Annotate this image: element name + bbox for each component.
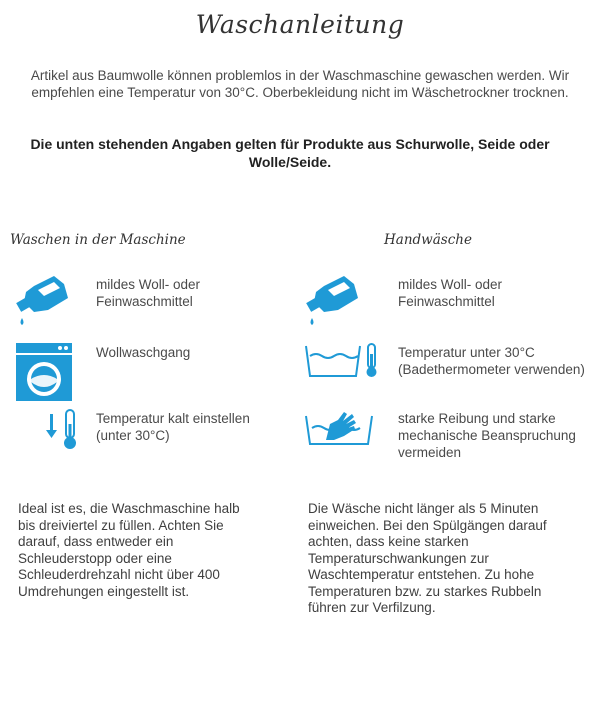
hand-item-detergent: mildes Woll- oder Feinwaschmittel bbox=[398, 277, 503, 309]
machine-item-program: Wollwaschgang bbox=[96, 345, 191, 360]
basin-thermometer-icon bbox=[304, 342, 380, 378]
hand-item-temperature: Temperatur unter 30°C (Badethermometer verwenden) bbox=[398, 345, 585, 377]
machine-wash-heading: Waschen in der Maschine bbox=[10, 232, 186, 248]
machine-item-temperature: Temperatur kalt einstellen (unter 30°C) bbox=[96, 411, 250, 443]
page-title: Waschanleitung bbox=[195, 10, 405, 39]
hand-wash-paragraph: Die Wäsche nicht länger als 5 Minuten einweichen. Bei den Spülgängen darauf achten, dass keine starken Temperaturschwankungen zur Waschtemperatur entstehen. Zu hohe Temperaturen bzw. zu starkes Rubbeln führen zur Verfilzung. bbox=[308, 501, 547, 615]
hand-wash-icon bbox=[304, 410, 374, 446]
machine-item-detergent: mildes Woll- oder Feinwaschmittel bbox=[96, 277, 201, 309]
washing-machine-icon bbox=[16, 343, 72, 401]
material-notice: Die unten stehenden Angaben gelten für Produkte aus Schurwolle, Seide oder Wolle/Seide. bbox=[30, 136, 550, 170]
machine-wash-paragraph: Ideal ist es, die Waschmaschine halb bis dreiviertel zu füllen. Achten Sie darauf, dass entweder ein Schleuderstopp oder eine Schleuderdrehzahl nicht über 400 Umdrehungen eingestellt ist. bbox=[18, 501, 240, 599]
intro-text: Artikel aus Baumwolle können problemlos in der Waschmaschine gewaschen werden. Wir empfehlen eine Temperatur von 30°C. Oberbekleidung nicht im Wäschetrockner trocknen. bbox=[30, 68, 570, 100]
detergent-bottle-icon bbox=[14, 272, 74, 332]
hand-wash-heading: Handwäsche bbox=[384, 232, 472, 248]
cold-thermometer-icon bbox=[46, 408, 78, 450]
hand-item-friction: starke Reibung und starke mechanische Beanspruchung vermeiden bbox=[398, 411, 576, 460]
detergent-bottle-icon bbox=[304, 272, 364, 332]
